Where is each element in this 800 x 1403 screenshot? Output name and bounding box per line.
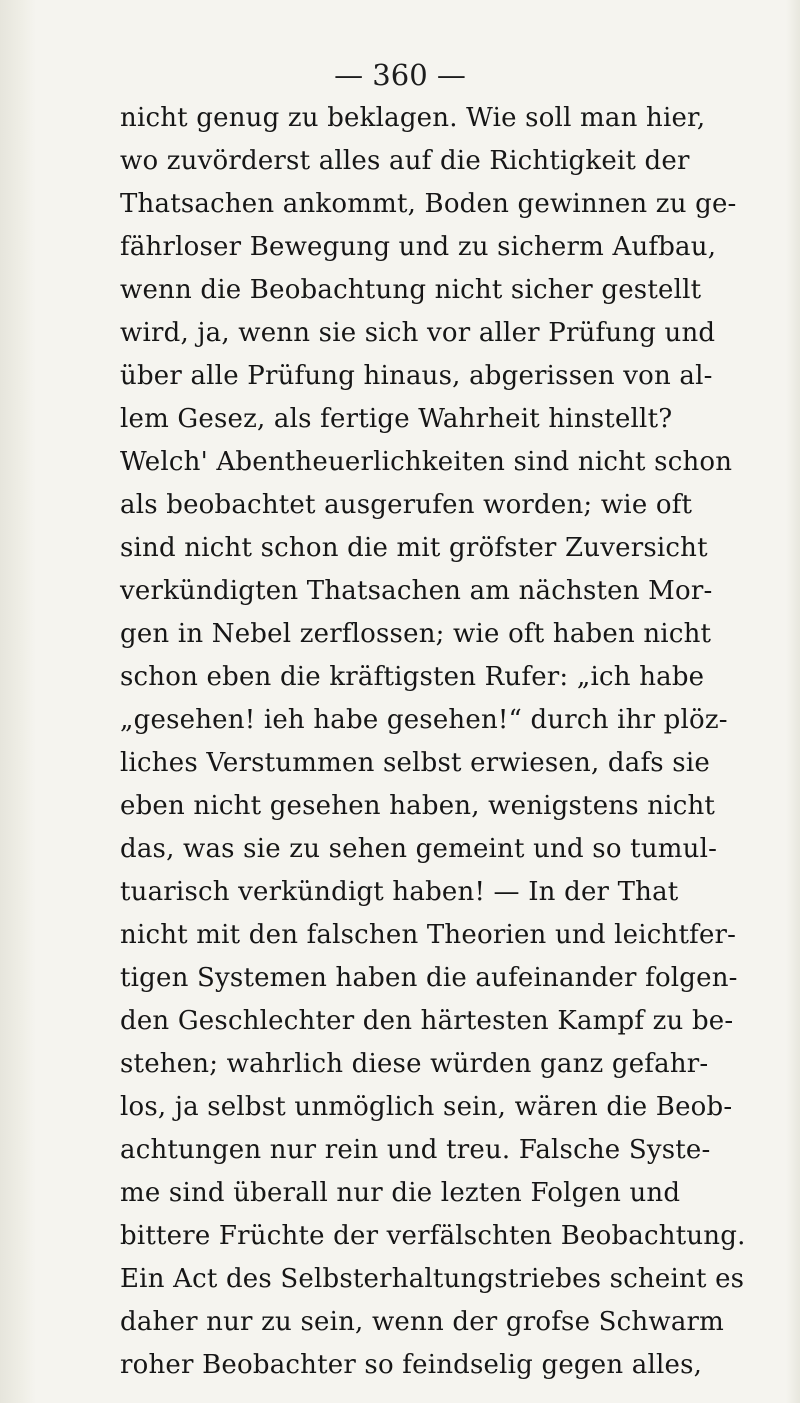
text-line: liches Verstummen selbst erwiesen, dafs sie bbox=[120, 748, 710, 778]
text-line: wo zuvörderst alles auf die Richtigkeit der bbox=[120, 146, 690, 176]
text-line: Ein Act des Selbsterhaltungstriebes scheint es bbox=[120, 1264, 745, 1294]
text-line: roher Beobachter so feindselig gegen alles, bbox=[120, 1350, 703, 1380]
text-line: los, ja selbst unmöglich sein, wären die Beob- bbox=[120, 1092, 733, 1122]
text-line: verkündigten Thatsachen am nächsten Mor- bbox=[120, 576, 713, 606]
text-line: den Geschlechter den härtesten Kampf zu be- bbox=[120, 1006, 734, 1036]
text-line: Welch' Abentheuerlichkeiten sind nicht schon bbox=[120, 447, 733, 477]
page-gutter bbox=[0, 0, 36, 1403]
text-line: achtungen nur rein und treu. Falsche Syste- bbox=[120, 1135, 711, 1165]
text-line: wenn die Beobachtung nicht sicher gestellt bbox=[120, 275, 702, 305]
text-line: sind nicht schon die mit gröfster Zuversicht bbox=[120, 533, 708, 563]
text-line: „gesehen! ieh habe gesehen!“ durch ihr plöz- bbox=[120, 705, 728, 735]
text-line: bittere Früchte der verfälschten Beobachtung. bbox=[120, 1221, 746, 1251]
text-line: Thatsachen ankommt, Boden gewinnen zu ge- bbox=[120, 189, 737, 219]
text-line: nicht genug zu beklagen. Wie soll man hier, bbox=[120, 103, 706, 133]
text-line: me sind überall nur die lezten Folgen und bbox=[120, 1178, 681, 1208]
text-line: nicht mit den falschen Theorien und leichtfer- bbox=[120, 920, 737, 950]
text-line: das, was sie zu sehen gemeint und so tumul- bbox=[120, 834, 718, 864]
text-line: tuarisch verkündigt haben! — In der That bbox=[120, 877, 679, 907]
text-line: daher nur zu sein, wenn der grofse Schwarm bbox=[120, 1307, 725, 1337]
text-line: tigen Systemen haben die aufeinander folgen- bbox=[120, 963, 738, 993]
text-line: wird, ja, wenn sie sich vor aller Prüfung und bbox=[120, 318, 716, 348]
text-line: eben nicht gesehen haben, wenigstens nicht bbox=[120, 791, 716, 821]
text-line: fährloser Bewegung und zu sicherm Aufbau, bbox=[120, 232, 717, 262]
text-line: als beobachtet ausgerufen worden; wie oft bbox=[120, 490, 693, 520]
page-edge bbox=[786, 0, 800, 1403]
body-text bbox=[120, 97, 780, 1387]
text-line: gen in Nebel zerflossen; wie oft haben nicht bbox=[120, 619, 712, 649]
text-line: über alle Prüfung hinaus, abgerissen von al- bbox=[120, 361, 713, 391]
page-number: — 360 — bbox=[334, 58, 466, 92]
text-line: lem Gesez, als fertige Wahrheit hinstellt? bbox=[120, 404, 673, 434]
text-line: schon eben die kräftigsten Rufer: „ich habe bbox=[120, 662, 705, 692]
text-line: stehen; wahrlich diese würden ganz gefahr- bbox=[120, 1049, 709, 1079]
